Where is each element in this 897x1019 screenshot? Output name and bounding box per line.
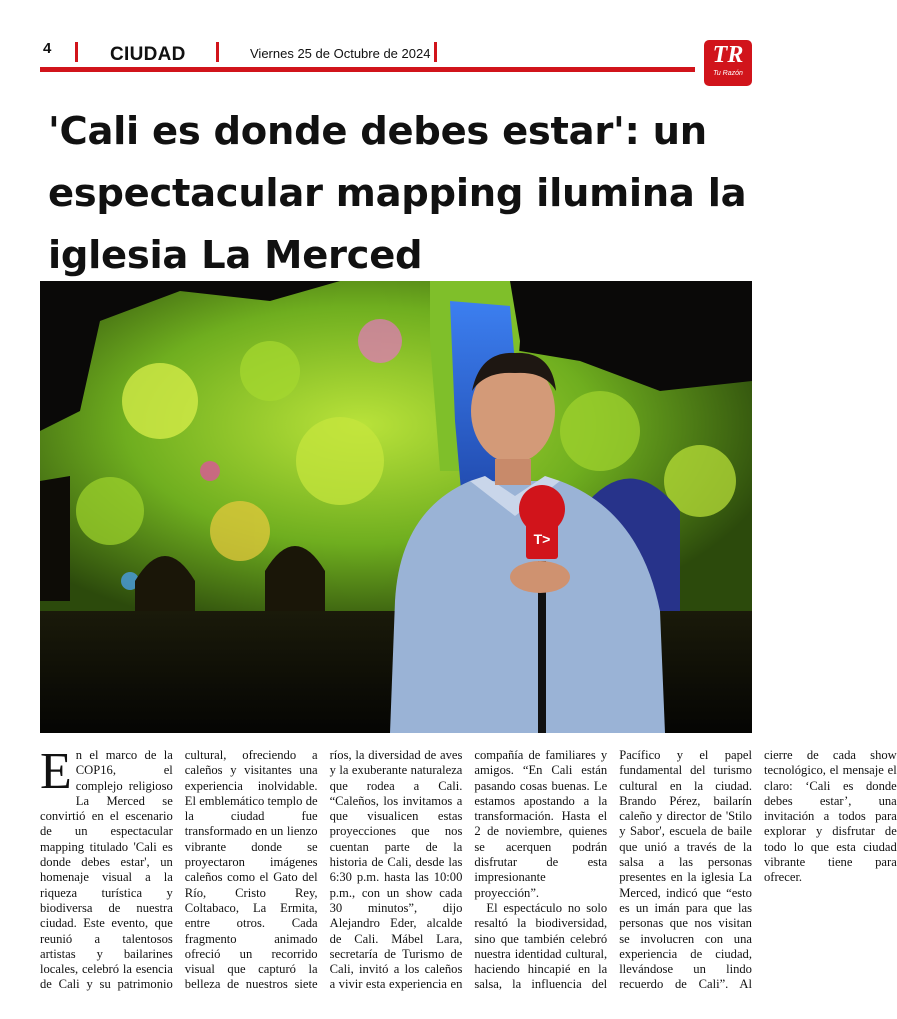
article-body (40, 743, 897, 998)
issue-date: Viernes 25 de Octubre de 2024 (250, 46, 431, 61)
drop-cap: E (40, 743, 72, 800)
church-mapping-photo (40, 281, 752, 733)
header-separator (434, 42, 437, 62)
header-separator (216, 42, 219, 62)
logo-tagline: Tu Razón (713, 70, 743, 77)
article-photo (40, 281, 752, 733)
section-label: CIUDAD (110, 44, 186, 65)
logo-mark: TR (712, 42, 744, 68)
article-headline: 'Cali es donde debes estar': un espectacular mapping ilumina la iglesia La Merced (48, 109, 747, 278)
newspaper-logo (704, 40, 752, 86)
article-paragraph: El espectáculo no solo resaltó la biodiversidad, sino que también celebró nuestra identidad cultural, haciendo hincapié en la salsa, la influencia del Pacífico y el papel fundamental del turismo cultural en la ciudad. Brando Pérez, bailarín caleño y director de 'Stilo y Sabor', escuela de baile que unió a través de la salsa a las personas presentes en la iglesia La Merced, indicó que “esto es un imán para que las personas que nos visitan se involucren con una experiencia de ciudad, llevándose un lindo recuerdo de Cali”. Al cierre de cada show tecnológico, el mensaje el claro: ‘Cali es donde debes estar’, una invitación a todos para explorar y disfrutar de todo lo que esta ciudad vibrante tiene para ofrecer. (474, 748, 897, 992)
article-paragraph: En el marco de la COP16, el complejo religioso La Merced se convirtió en el escenario de un espectacular mapping titulado 'Cali es donde debes estar', un homenaje visual a la riqueza turística y biodiversa de nuestra ciudad. Este evento, que reunió a talentosos artistas y bailarines locales, celebró la esencia de Cali y su patrimonio cultural, ofreciendo a caleños y visitantes una experiencia inolvidable. El emblemático templo de la ciudad fue transformado en un lienzo vibrante donde se proyectaron imágenes caleños como el Gato del Río, Cristo Rey, Coltabaco, La Ermita, entre otros. Cada fragmento animado ofreció un recorrido visual que capturó la belleza de nuestros siete ríos, la diversidad de aves y la exuberante naturaleza que rodea a Cali. “Caleños, los invitamos a que visualicen estas proyecciones que nos cuentan parte de la historia de Cali, desde las 6:30 p.m. hasta las 10:00 p.m., con un show cada 30 minutos”, dijo Alejandro Eder, alcalde de Cali. Mábel Lara, secretaría de Turismo de Cali, invitó a los caleños a vivir esta experiencia en compañía de familiares y amigos. “En Cali están pasando cosas buenas. Le estamos apostando a la transformación. Hasta el 2 de noviembre, quienes se acerquen podrán disfrutar de esta impresionante proyección”. (40, 743, 608, 992)
header-rule (40, 67, 695, 72)
page-header (0, 0, 793, 90)
header-separator (75, 42, 78, 62)
page-number: 4 (43, 40, 52, 57)
microphone-label: T> (533, 531, 551, 547)
